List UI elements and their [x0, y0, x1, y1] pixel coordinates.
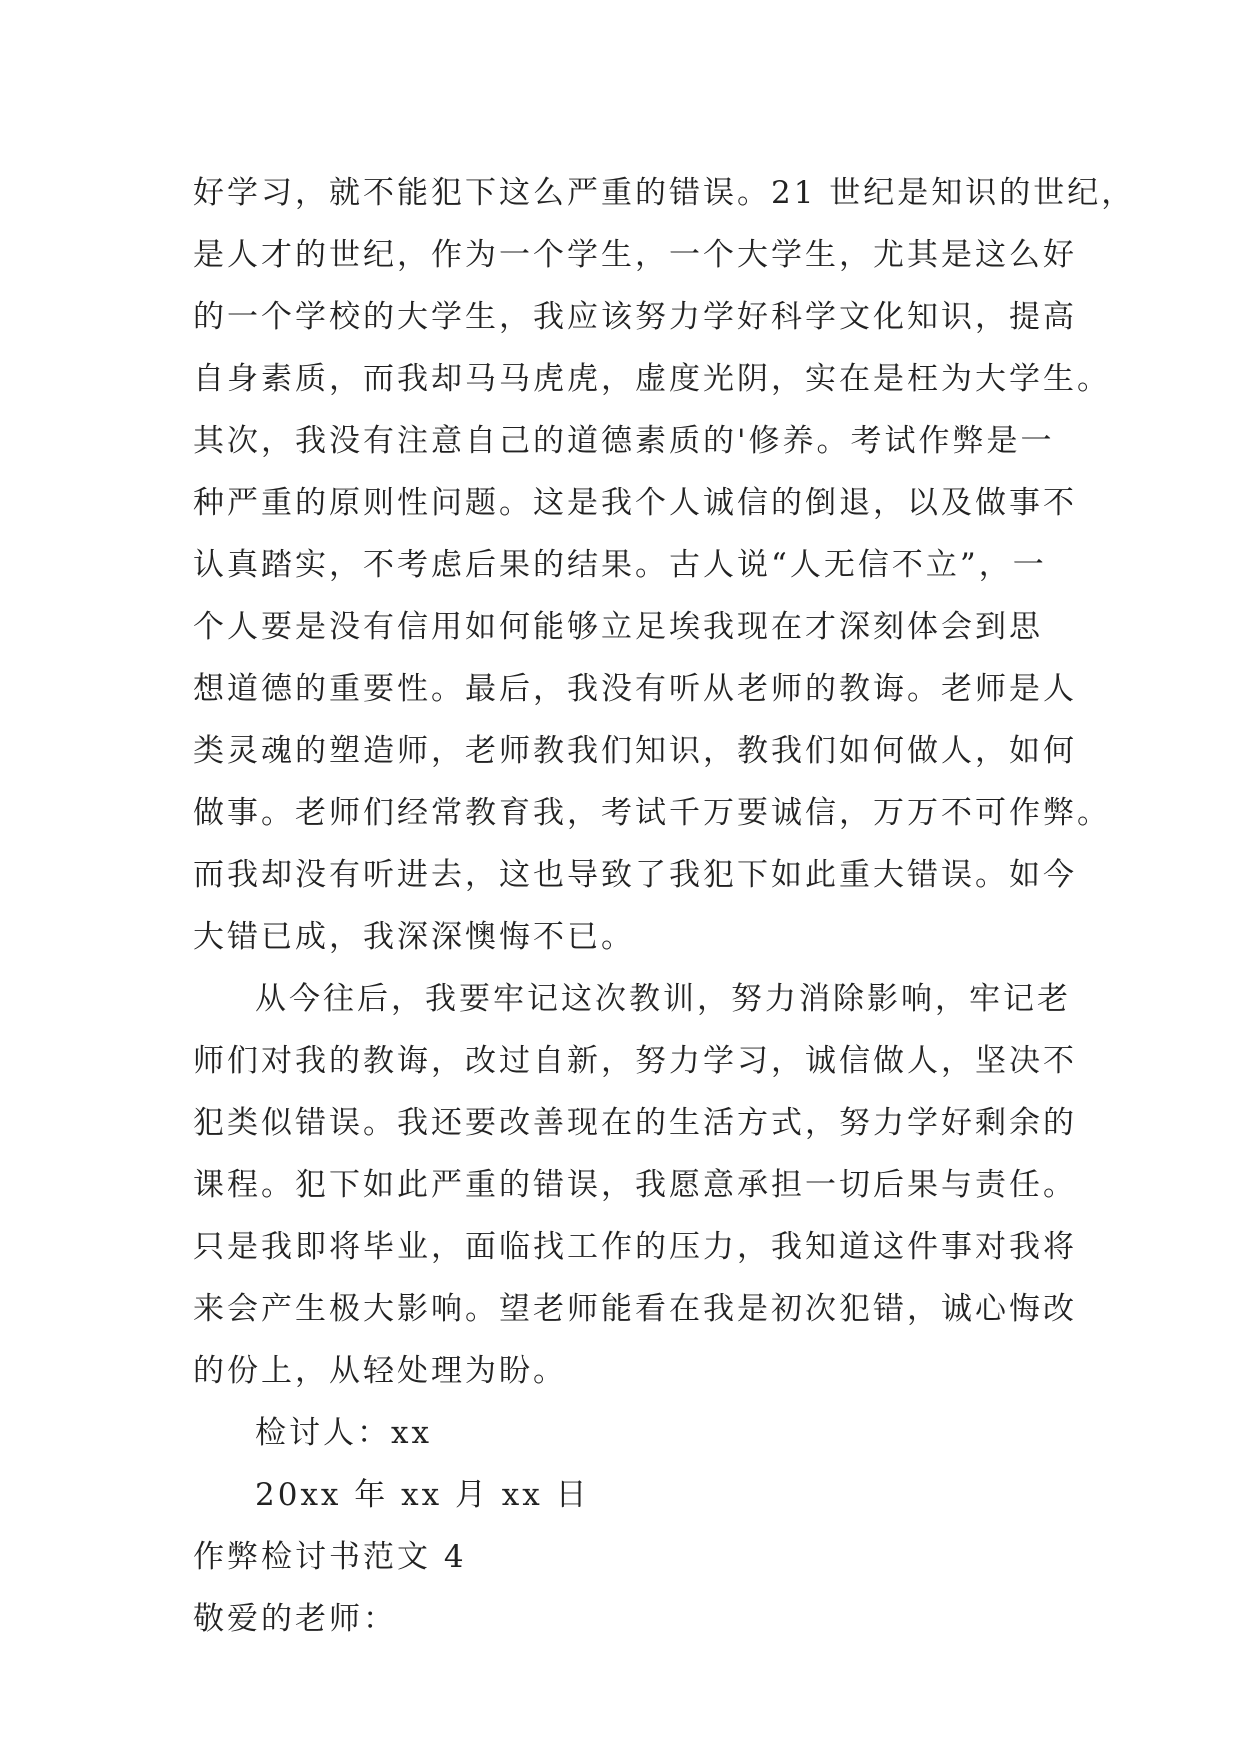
document-body — [193, 162, 1136, 1650]
body-line: 犯类似错误。我还要改善现在的生活方式，努力学好剩余的 — [193, 1105, 1077, 1141]
body-line: 的一个学校的大学生，我应该努力学好科学文化知识，提高 — [193, 299, 1077, 335]
body-line: 而我却没有听进去，这也导致了我犯下如此重大错误。如今 — [193, 857, 1077, 893]
body-line: 自身素质，而我却马马虎虎，虚度光阴，实在是枉为大学生。 — [193, 361, 1111, 397]
signature-line: 检讨人：xx — [255, 1415, 432, 1451]
date-line: 20xx 年 xx 月 xx 日 — [255, 1477, 590, 1513]
body-line: 师们对我的教诲，改过自新，努力学习，诚信做人，坚决不 — [193, 1043, 1077, 1079]
body-line: 种严重的原则性问题。这是我个人诚信的倒退，以及做事不 — [193, 485, 1077, 521]
body-line: 大错已成，我深深懊悔不已。 — [193, 919, 635, 955]
body-line: 课程。犯下如此严重的错误，我愿意承担一切后果与责任。 — [193, 1167, 1077, 1203]
paragraph-start-line: 从今往后，我要牢记这次教训，努力消除影响，牢记老 — [255, 981, 1071, 1017]
body-line: 是人才的世纪，作为一个学生，一个大学生，尤其是这么好 — [193, 237, 1077, 273]
body-line: 来会产生极大影响。望老师能看在我是初次犯错，诚心悔改 — [193, 1291, 1077, 1327]
body-line: 做事。老师们经常教育我，考试千万要诚信，万万不可作弊。 — [193, 795, 1111, 831]
body-line: 的份上，从轻处理为盼。 — [193, 1353, 567, 1389]
body-line: 认真踏实，不考虑后果的结果。古人说“人无信不立”，一 — [193, 547, 1047, 583]
body-line: 只是我即将毕业，面临找工作的压力，我知道这件事对我将 — [193, 1229, 1077, 1265]
salutation: 敬爱的老师： — [193, 1601, 397, 1637]
body-line: 个人要是没有信用如何能够立足埃我现在才深刻体会到思 — [193, 609, 1043, 645]
body-line: 想道德的重要性。最后，我没有听从老师的教诲。老师是人 — [193, 671, 1077, 707]
section-heading: 作弊检讨书范文 4 — [193, 1539, 467, 1575]
body-line: 类灵魂的塑造师，老师教我们知识，教我们如何做人，如何 — [193, 733, 1077, 769]
body-line: 好学习，就不能犯下这么严重的错误。21 世纪是知识的世纪， — [193, 175, 1136, 211]
body-line: 其次，我没有注意自己的道德素质的'修养。考试作弊是一 — [193, 423, 1055, 459]
